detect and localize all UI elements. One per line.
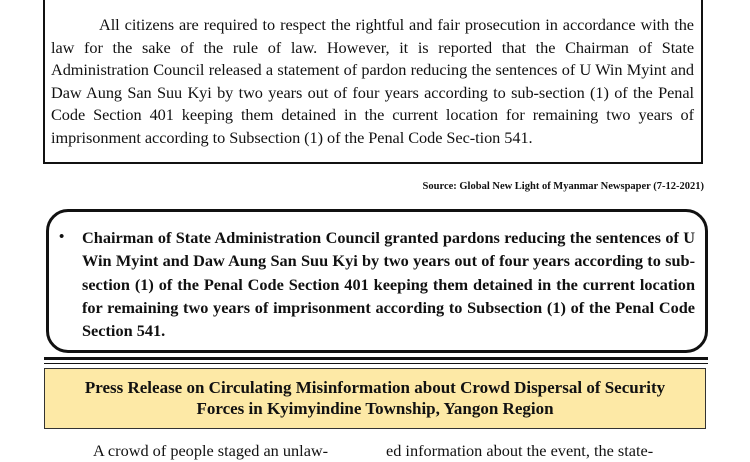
body-column-left: A crowd of people staged an unlaw-: [93, 441, 329, 460]
press-release-heading: [44, 368, 706, 429]
source-citation: Source: Global New Light of Myanmar Newspaper (7-12-2021): [422, 181, 704, 192]
summary-text: Chairman of State Administration Council granted pardons reducing the sentences of U Win Myint and Daw Aung San Suu Kyi by two years out of four years according to sub-section (1) of the Penal Code Section 401 keeping them detained in the current location for remaining two years of imprisonment according to Subsection (1) of the Penal Code Section 541.: [82, 228, 695, 341]
section-divider-thick: [44, 357, 708, 360]
statement-paragraph: All citizens are required to respect the rightful and fair prosecution in accordance with the law for the sake of the rule of law. However, it is reported that the Chairman of State Administration Council released a statement of pardon reducing the sentences of U Win Myint and Daw Aung San Suu Kyi by two years out of four years according to sub-section (1) of the Penal Code Section 401 keeping them detained in the current location for remaining two years of imprisonment according to Subsection (1) of the Penal Code Sec-tion 541.: [51, 15, 694, 147]
summary-list-item: [57, 226, 695, 342]
body-column-right: ed information about the event, the state-: [386, 441, 654, 460]
summary-list: [57, 226, 695, 342]
summary-callout-box: [46, 209, 708, 353]
section-divider-thin: [44, 363, 708, 364]
press-release-title-line-1: Press Release on Circulating Misinformation about Crowd Dispersal of Security: [84, 378, 666, 397]
quoted-statement-box: [43, 0, 703, 164]
bullet-icon: •: [59, 229, 65, 245]
press-release-title-line-2: Forces in Kyimyindine Township, Yangon Region: [196, 399, 554, 418]
